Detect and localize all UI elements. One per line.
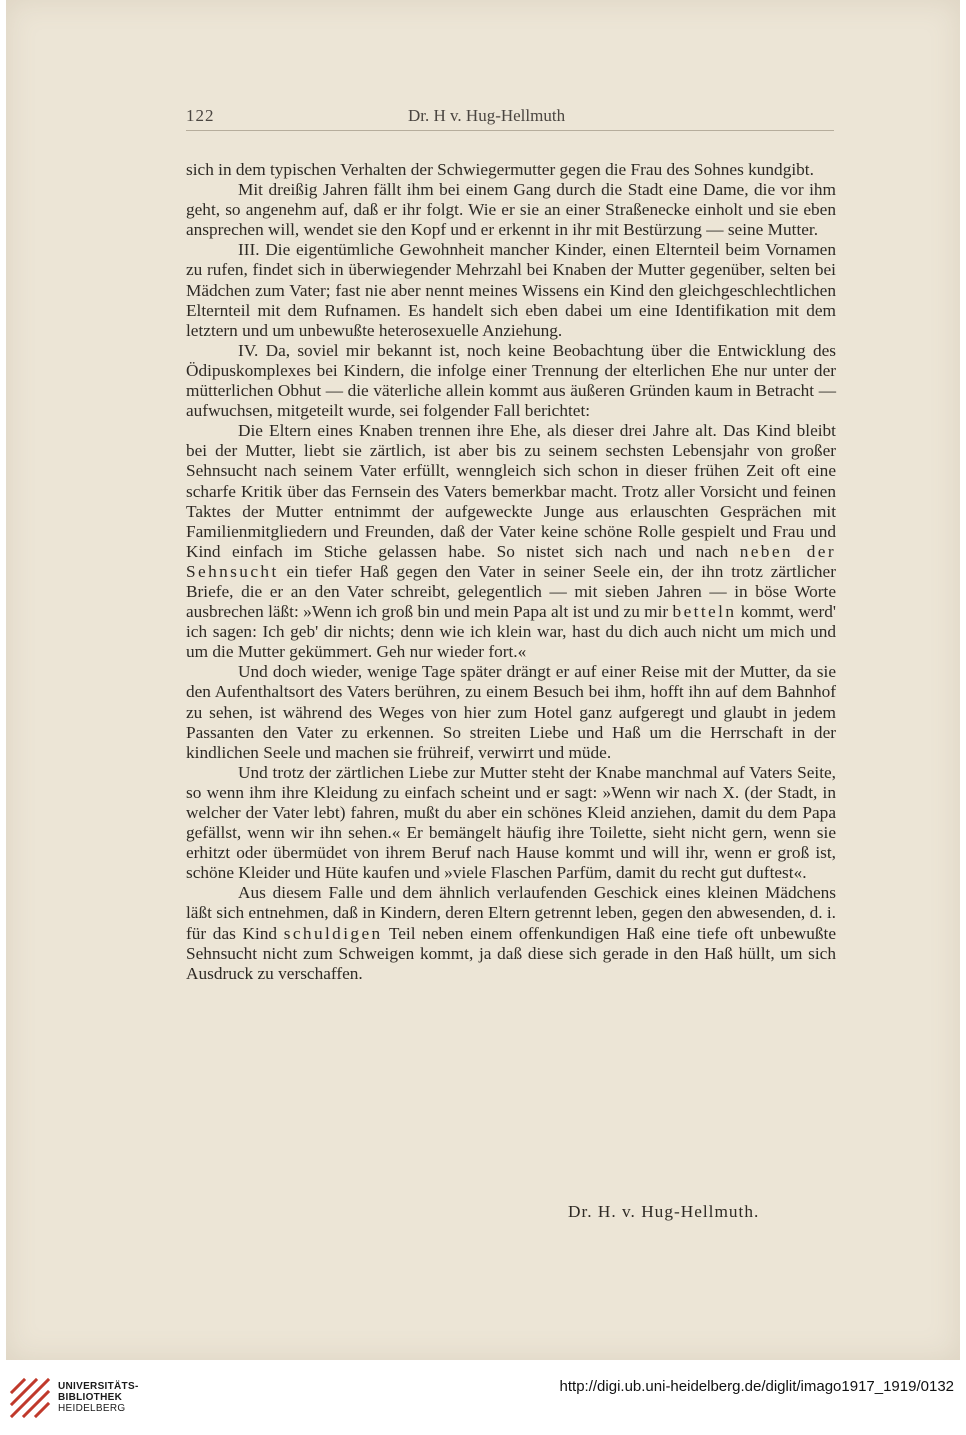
library-name — [58, 1381, 139, 1414]
page-header — [186, 104, 834, 131]
text-run: Aus diesem Falle und dem ähnlich verlaufenden Geschick eines kleinen Mädchens läßt sich entnehmen, daß in Kindern, deren Eltern getrennt leben, gegen den abwesenden, d. i. für das Kind — [186, 883, 836, 943]
paragraph: Und doch wieder, wenige Tage später drängt er auf einer Reise mit der Mutter, da sie den Aufenthaltsort des Vaters berühren, zu einem Besuch bei ihm, hofft ihn auf dem Bahnhof zu sehen, ist während des Weges von hier zum Hotel ganz aufgeregt und glaubt in jedem Passanten den Vater zu erkennen. So streiten Liebe und Haß um die Herrschaft in der kindlichen Seele und machen sie frühreif, verwirrt und müde. — [186, 662, 836, 762]
author-signature: Dr. H. v. Hug-Hellmuth. — [568, 1202, 760, 1221]
library-name-line: HEIDELBERG — [58, 1403, 126, 1414]
emphasis-spaced: neben der Sehnsucht — [186, 541, 837, 581]
viewer-footer — [0, 1360, 966, 1435]
running-title: Dr. H v. Hug-Hellmuth — [408, 106, 566, 125]
paragraph: Und trotz der zärtlichen Liebe zur Mutter steht der Knabe manchmal auf Vaters Seite, so wenn ihm ihre Kleidung zu einfach scheint und er sagt: »Wenn wir nach X. (der Stadt, in welcher der Vater lebt) fahren, mußt du aber ein schönes Kleid anziehen, damit du dem Papa gefällst, wenn wir ihn sehen.« Er bemängelt häufig ihre Toilette, sieht nicht gern, wenn sie erhitzt oder übermüdet von ihrem Beruf nach Hause kommt und will ihr, wenn er groß ist, schöne Kleider und Hüte kaufen und »viele Flaschen Parfüm, damit du recht gut duftest«. — [186, 762, 836, 883]
permalink-url[interactable]: http://digi.ub.uni-heidelberg.de/diglit/imago1917_1919/0132 — [559, 1378, 954, 1395]
library-name-line: BIBLIOTHEK — [58, 1392, 123, 1403]
text-run: Teil neben einem offenkundigen Haß eine tiefe oft unbewußte Sehnsucht nicht zum Schweigen kommt, ja daß diese sich gerade in den Haß hüllt, um sich Ausdruck zu verschaffen. — [186, 923, 836, 983]
paragraph: sich in dem typischen Verhalten der Schwiegermutter gegen die Frau des Sohnes kundgibt. — [186, 160, 814, 179]
article-body — [186, 160, 836, 984]
paragraph: Mit dreißig Jahren fällt ihm bei einem Gang durch die Stadt eine Dame, die vor ihm geht, so angenehm auf, daß er ihr folgt. Wie er sie an einer Straßenecke einholt und sie eben ansprechen will, wendet sie den Kopf und er erkennt in ihr mit Bestürzung — seine Mutter. — [186, 180, 836, 240]
emphasis-spaced: betteln — [672, 602, 737, 622]
text-run: kommt, werd' ich sagen: Ich geb' dir nichts; denn wie ich klein war, hast du dich auch nicht um mich und um die Mutter gekümmert. Geh nur wieder fort.« — [186, 602, 836, 662]
paragraph: IV. Da, soviel mir bekannt ist, noch keine Beobachtung über die Entwicklung des Ödipuskomplexes bei Kindern, die infolge einer Trennung der elterlichen Ehe nur unter der mütterlichen Obhut — die väterliche allein kommt aus äußeren Gründen kaum in Betracht — aufwuchsen, mitgeteilt wurde, sei folgender Fall berichtet: — [186, 340, 836, 421]
paragraph: III. Die eigentümliche Gewohnheit mancher Kinder, einen Elternteil beim Vornamen zu rufen, findet sich in überwiegender Mehrzahl bei Knaben der Mutter gegenüber, selten bei Mädchen zum Vater; fast nie aber nennt meines Wissens ein Kind den gleichgeschlechtlichen Elternteil mit dem Rufnamen. Es handelt sich eben dabei um eine Identifikation mit dem letztern und um unbewußte heterosexuelle Anziehung. — [186, 240, 836, 340]
page-number: 122 — [186, 106, 215, 125]
paragraph — [186, 883, 836, 983]
text-run: Die Eltern eines Knaben trennen ihre Ehe, als dieser drei Jahre alt. Das Kind bleibt bei der Mutter, liebt sie zärtlich, ist aber bis zu seinem sechsten Lebensjahr von großer Sehnsucht nach seinem Vater erfüllt, wenngleich sich schon in dieser frühen Zeit oft eine scharfe Kritik über das Fernsein des Vaters bemerkbar macht. Trotz aller Vorsicht und feinen Taktes der Mutter entnimmt der aufgeweckte Junge aus erlauschten Gesprächen mit Familienmitgliedern und Freunden, daß der Vater keine schöne Rolle gespielt und Frau und Kind einfach im Stiche gelassen habe. So nistet sich nach und nach — [186, 421, 836, 561]
emphasis-spaced: schuldigen — [283, 923, 383, 943]
university-library-logo-icon — [8, 1376, 52, 1420]
paragraph — [186, 421, 836, 662]
scanned-page — [6, 0, 960, 1360]
text-run: ein tiefer Haß gegen den Vater in seiner Seele ein, der ihn trotz zärtlicher Briefe, die er an den Vater schreibt, gelegentlich — mit sieben Jahren — in böse Worte ausbrechen läßt: »Wenn ich groß bin und mein Papa alt ist und zu mir — [186, 561, 836, 622]
library-name-line: UNIVERSITÄTS- — [58, 1381, 139, 1392]
